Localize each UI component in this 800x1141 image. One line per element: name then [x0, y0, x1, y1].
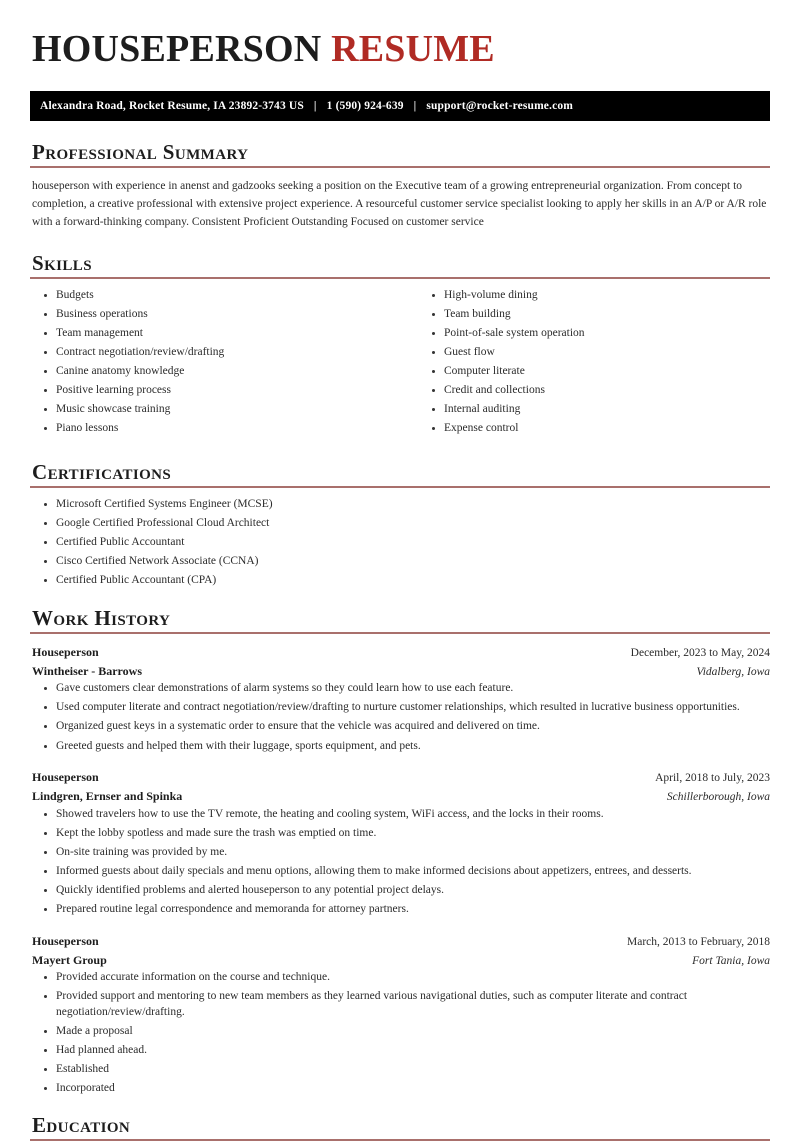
job-bullets-list [30, 807, 770, 918]
list-item: Organized guest keys in a systematic order to ensure that the vehicle was acquired and delivered on time. [30, 719, 770, 735]
list-item: Used computer literate and contract negotiation/review/drafting to nurture customer relationships, which resulted in lucrative business opportunities. [30, 700, 770, 716]
list-item: Greeted guests and helped them with their luggage, sports equipment, and pets. [30, 739, 770, 755]
list-item: Had planned ahead. [30, 1043, 770, 1059]
job-location: Fort Tania, Iowa [692, 954, 770, 967]
resume-title-accent: RESUME [331, 28, 495, 70]
work-history-entry [30, 932, 770, 1097]
list-item: Microsoft Certified Systems Engineer (MCSE) [30, 497, 770, 513]
job-location: Schillerborough, Iowa [666, 791, 770, 804]
section-heading-work-history: Work History [32, 605, 171, 630]
job-company: Mayert Group [32, 952, 107, 967]
job-company: Lindgren, Ernser and Spinka [32, 789, 183, 804]
job-bullets-list [30, 681, 770, 754]
list-item: Prepared routine legal correspondence and memoranda for attorney partners. [30, 902, 770, 918]
skills-column-right [400, 288, 770, 441]
list-item: Showed travelers how to use the TV remote, the heating and cooling system, WiFi access, and the locks in their rooms. [30, 807, 770, 823]
contact-email[interactable]: support@rocket-resume.com [426, 99, 573, 112]
job-title: Houseperson [32, 770, 99, 785]
job-title-row [30, 932, 770, 951]
job-company-row [30, 662, 770, 681]
job-company-row [30, 951, 770, 970]
job-dates: April, 2018 to July, 2023 [655, 772, 770, 785]
contact-separator-1: | [313, 99, 317, 112]
section-divider-certifications [30, 486, 770, 488]
list-item: Point-of-sale system operation [418, 326, 770, 342]
job-dates: March, 2013 to February, 2018 [627, 935, 770, 948]
list-item: Credit and collections [418, 383, 770, 399]
job-title: Houseperson [32, 933, 99, 948]
section-work-history [30, 606, 770, 1097]
list-item: Provided accurate information on the course and technique. [30, 970, 770, 986]
list-item: Kept the lobby spotless and made sure the trash was emptied on time. [30, 826, 770, 842]
list-item: Contract negotiation/review/drafting [30, 345, 400, 361]
certifications-list [30, 497, 770, 589]
summary-text: houseperson with experience in anenst and gadzooks seeking a position on the Executive team of a growing entrepreneurial organization. From concept to completion, a creative professional with extensive project experience. A resourceful customer service specialist looking to apply her skills in an A/P or A/R role with a forward-thinking company. Consistent Proficient Outstanding Focused on customer service [32, 180, 767, 229]
section-heading-certifications: Certifications [32, 459, 172, 484]
list-item: Positive learning process [30, 383, 400, 399]
work-history-entry [30, 768, 770, 918]
work-history-entry [30, 643, 770, 754]
list-item: High-volume dining [418, 288, 770, 304]
section-heading-summary: Professional Summary [32, 139, 249, 164]
list-item: Team building [418, 307, 770, 323]
contact-info [40, 100, 573, 112]
list-item: Informed guests about daily specials and menu options, allowing them to make informed decisions about appetizers, entrees, and desserts. [30, 864, 770, 880]
section-heading-skills: Skills [32, 250, 92, 275]
list-item: Canine anatomy knowledge [30, 364, 400, 380]
job-bullets-list [30, 970, 770, 1097]
list-item: Provided support and mentoring to new team members as they learned various navigational duties, such as computer literate and contract negotiation/review/drafting. [30, 989, 770, 1020]
contact-separator-2: | [413, 99, 417, 112]
list-item: Piano lessons [30, 421, 400, 437]
section-professional-summary [30, 140, 770, 232]
contact-phone[interactable]: 1 (590) 924-639 [326, 99, 404, 112]
list-item: Guest flow [418, 345, 770, 361]
list-item: Business operations [30, 307, 400, 323]
section-heading-education: Education [32, 1112, 131, 1137]
list-item: Budgets [30, 288, 400, 304]
list-item: Internal auditing [418, 402, 770, 418]
list-item: Gave customers clear demonstrations of alarm systems so they could learn how to use each feature. [30, 681, 770, 697]
section-divider-skills [30, 277, 770, 279]
list-item: Cisco Certified Network Associate (CCNA) [30, 554, 770, 570]
list-item: On-site training was provided by me. [30, 845, 770, 861]
list-item: Expense control [418, 421, 770, 437]
job-company: Wintheiser - Barrows [32, 664, 142, 678]
section-divider-work-history [30, 632, 770, 634]
resume-title [32, 26, 770, 70]
list-item: Certified Public Accountant (CPA) [30, 573, 770, 589]
list-item: Team management [30, 326, 400, 342]
skills-column-left [30, 288, 400, 441]
section-divider-summary [30, 166, 770, 168]
list-item: Incorporated [30, 1081, 770, 1097]
job-title-row [30, 643, 770, 662]
contact-bar [30, 91, 770, 121]
section-certifications [30, 460, 770, 589]
skills-list-right [418, 288, 770, 437]
list-item: Established [30, 1062, 770, 1078]
list-item: Quickly identified problems and alerted houseperson to any potential project delays. [30, 883, 770, 899]
job-title-row [30, 768, 770, 787]
section-skills [30, 251, 770, 441]
list-item: Made a proposal [30, 1024, 770, 1040]
resume-title-primary: HOUSEPERSON [32, 28, 322, 70]
job-title: Houseperson [32, 644, 99, 659]
skills-columns [30, 288, 770, 441]
job-company-row [30, 787, 770, 806]
section-education [30, 1113, 770, 1141]
list-item: Computer literate [418, 364, 770, 380]
list-item: Music showcase training [30, 402, 400, 418]
list-item: Certified Public Accountant [30, 535, 770, 551]
contact-address: Alexandra Road, Rocket Resume, IA 23892-3743 US [40, 99, 304, 112]
job-dates: December, 2023 to May, 2024 [630, 646, 770, 659]
list-item: Google Certified Professional Cloud Architect [30, 516, 770, 532]
skills-list-left [30, 288, 400, 437]
job-location: Vidalberg, Iowa [696, 666, 770, 678]
